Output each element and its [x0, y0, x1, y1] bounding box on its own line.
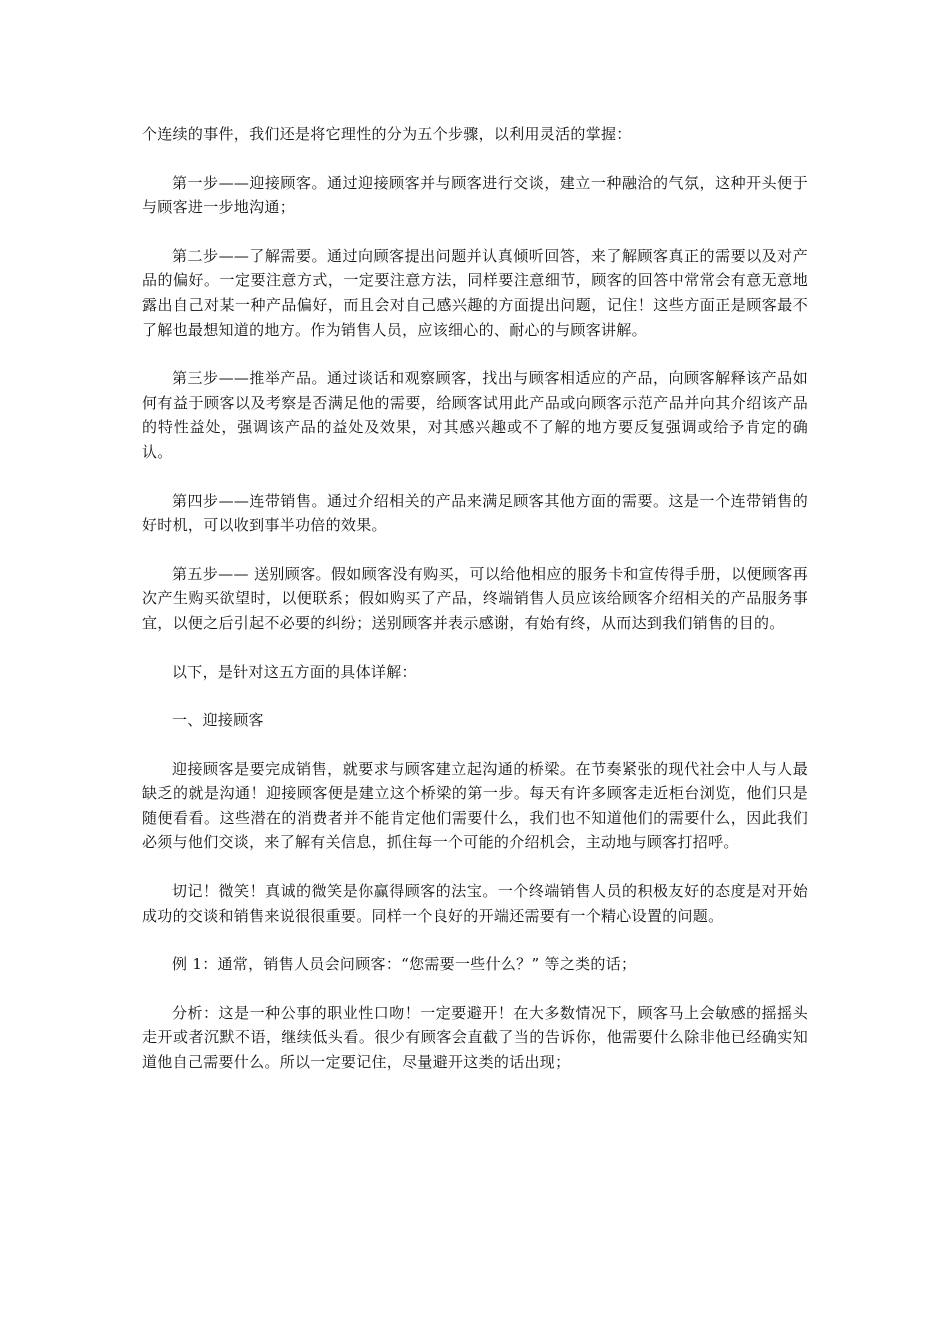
paragraph-step-one: 第一步——迎接顾客。通过迎接顾客并与顾客进行交谈，建立一种融洽的气氛，这种开头便于与顾客进一步地沟通；: [142, 173, 808, 217]
paragraph-analysis: 分析：这是一种公事的职业性口吻！一定要避开！在大多数情况下，顾客马上会敏感的摇摇头走开或者沉默不语，继续低头看。很少有顾客会直截了当的告诉你，他需要什么除非他已经确实知道他自己需要什么。所以一定要记住，尽量避开这类的话出现；: [142, 1003, 808, 1072]
document-page: [142, 122, 808, 1099]
paragraph-step-four: 第四步——连带销售。通过介绍相关的产品来满足顾客其他方面的需要。这是一个连带销售的好时机，可以收到事半功倍的效果。: [142, 491, 808, 535]
paragraph-step-two: 第二步——了解需要。通过向顾客提出问题并认真倾听回答，来了解顾客真正的需要以及对产品的偏好。一定要注意方式，一定要注意方法，同样要注意细节，顾客的回答中常常会有意无意地露出自己对某一种产品偏好，而且会对自己感兴趣的方面提出问题，记住！这些方面正是顾客最不了解也最想知道的地方。作为销售人员，应该细心的、耐心的与顾客讲解。: [142, 246, 808, 339]
paragraph-smile: 切记！微笑！真诚的微笑是你赢得顾客的法宝。一个终端销售人员的积极友好的态度是对开始成功的交谈和销售来说很很重要。同样一个良好的开端还需要有一个精心设置的问题。: [142, 882, 808, 925]
paragraph-step-five: 第五步—— 送别顾客。假如顾客没有购买，可以给他相应的服务卡和宣传得手册，以便顾客再次产生购买欲望时，以便联系；假如购买了产品，终端销售人员应该给顾客介绍相关的产品服务事宜，以便之后引起不必要的纠纷；送别顾客并表示感谢，有始有终，从而达到我们销售的目的。: [142, 564, 808, 632]
paragraph-details-intro: 以下，是针对这五方面的具体详解：: [172, 662, 417, 681]
paragraph-intro-continuation: 个连续的事件，我们还是将它理性的分为五个步骤，以利用灵活的掌握：: [142, 125, 632, 143]
paragraph-greet-customer: 迎接顾客是要完成销售，就要求与顾客建立起沟通的桥梁。在节奏紧张的现代社会中人与人最缺乏的就是沟通！迎接顾客便是建立这个桥梁的第一步。每天有许多顾客走近柜台浏览，他们只是随便看看。这些潜在的消费者并不能肯定他们需要什么，我们也不知道他们的需要什么，因此我们必须与他们交谈，来了解有关信息，抓住每一个可能的介绍机会，主动地与顾客打招呼。: [142, 759, 808, 852]
paragraph-example-one: 例 1：通常，销售人员会问顾客：“您需要一些什么？” 等之类的话；: [172, 955, 637, 974]
section-heading-greet-customer: 一、迎接顾客: [172, 711, 264, 730]
paragraph-step-three: 第三步——推举产品。通过谈话和观察顾客，找出与顾客相适应的产品，向顾客解释该产品如何有益于顾客以及考察是否满足他的需要，给顾客试用此产品或向顾客示范产品并向其介绍该产品的特性益处，强调该产品的益处及效果，对其感兴趣或不了解的地方要反复强调或给予肯定的确认。: [142, 369, 808, 461]
